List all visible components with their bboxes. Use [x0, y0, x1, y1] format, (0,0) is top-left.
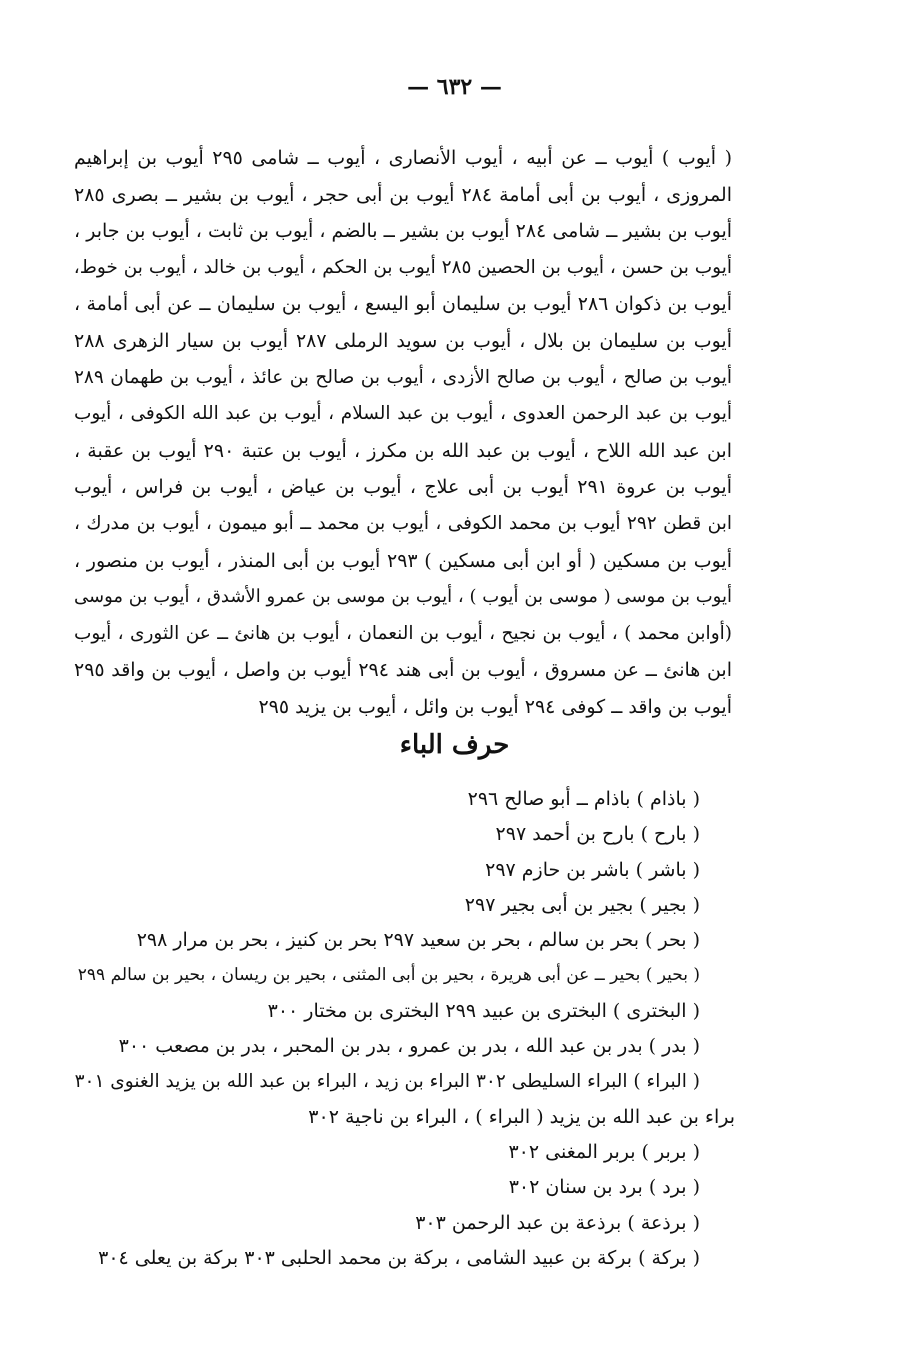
- list-item: ( بحير ) بحير ــ عن أبى هريرة ، بحير بن أبى المثنى ، بحير بن ريسان ، بحير بن سالم ٢٩٩: [77, 965, 700, 986]
- list-item: ( البخترى ) البخترى بن عبيد ٢٩٩ البخترى بن مختار ٣٠٠: [267, 999, 700, 1022]
- list-item: ( بحر ) بحر بن سالم ، بحر بن سعيد ٢٩٧ بحر بن كنيز ، بحر بن مرار ٢٩٨: [136, 929, 700, 952]
- paragraph-line: أيوب بن مسكين ( أو ابن أبى مسكين ) ٢٩٣ أيوب بن أبى المنذر ، أيوب بن منصور ،: [74, 549, 732, 572]
- paragraph-line: أيوب بن صالح ، أيوب بن صالح الأزدى ، أيوب بن صالح بن عائذ ، أيوب بن طهمان ٢٨٩: [74, 366, 732, 388]
- paragraph-line: أيوب بن واقد ــ كوفى ٢٩٤ أيوب بن وائل ، أيوب بن يزيد ٢٩٥: [258, 695, 732, 718]
- paragraph-line: أيوب بن ذكوان ٢٨٦ أيوب بن سليمان أبو اليسع ، أيوب بن سليمان ــ عن أبى أمامة ،: [74, 293, 732, 316]
- list-item: ( باذام ) باذام ــ أبو صالح ٢٩٦: [467, 788, 700, 810]
- paragraph-line: أيوب بن عروة ٢٩١ أيوب بن أبى علاج ، أيوب بن عياض ، أيوب بن فراس ، أيوب: [74, 476, 732, 499]
- paragraph-line: ( أيوب ) أيوب ــ عن أبيه ، أيوب الأنصارى ، أيوب ــ شامى ٢٩٥ أيوب بن إبراهيم: [74, 147, 732, 169]
- paragraph-line: ابن عبد الله اللاح ، أيوب بن عبد الله بن مكرز ، أيوب بن عتبة ٢٩٠ أيوب بن عقبة ،: [74, 439, 732, 462]
- ba-entries-list: [70, 782, 735, 1276]
- ayyub-paragraph: [74, 140, 732, 726]
- paragraph-line: أيوب بن موسى ( موسى بن أيوب ) ، أيوب بن موسى بن عمرو الأشدق ، أيوب بن موسى: [74, 586, 732, 608]
- section-heading: حرف الباء: [399, 730, 510, 760]
- list-item: ( برذعة ) برذعة بن عبد الرحمن ٣٠٣: [415, 1211, 700, 1234]
- list-item: ( البراء ) البراء السليطى ٣٠٢ البراء بن زيد ، البراء بن عبد الله بن يزيد الغنوى ٣٠١: [74, 1071, 700, 1093]
- list-item: ( بدر ) بدر بن عبد الله ، بدر بن عمرو ، بدر بن المحبر ، بدر بن مصعب ٣٠٠: [118, 1035, 700, 1058]
- paragraph-line: (أوابن محمد ) ، أيوب بن نجيح ، أيوب بن النعمان ، أيوب بن هانئ ــ عن الثورى ، أيوب: [74, 622, 732, 644]
- list-item: ( باشر ) باشر بن حازم ٢٩٧: [485, 858, 700, 881]
- list-item: ( بركة ) بركة بن عبيد الشامى ، بركة بن محمد الحلبى ٣٠٣ بركة بن يعلى ٣٠٤: [98, 1246, 700, 1269]
- paragraph-line: أيوب بن بشير ــ شامى ٢٨٤ أيوب بن بشير ــ بالضم ، أيوب بن ثابت ، أيوب بن جابر ،: [74, 220, 732, 243]
- paragraph-line: المروزى ، أيوب بن أبى أمامة ٢٨٤ أيوب بن أبى حجر ، أيوب بن بشير ــ بصرى ٢٨٥: [74, 183, 732, 206]
- paragraph-line: أيوب بن عبد الرحمن العدوى ، أيوب بن عبد السلام ، أيوب بن عبد الله الكوفى ، أيوب: [74, 403, 732, 425]
- list-item-continuation: براء بن عبد الله بن يزيد ( البراء ) ، البراء بن ناجية ٣٠٢: [308, 1105, 735, 1128]
- list-item: ( بجير ) بجير بن أبى بجير ٢٩٧: [464, 893, 700, 916]
- list-item: ( بربر ) بربر المغنى ٣٠٢: [508, 1140, 700, 1163]
- paragraph-line: ابن هانئ ــ عن مسروق ، أيوب بن أبى هند ٢٩٤ أيوب بن واصل ، أيوب بن واقد ٢٩٥: [74, 659, 732, 682]
- page-number: — ٦٣٢ —: [407, 74, 502, 100]
- list-item: ( برد ) برد بن سنان ٣٠٢: [508, 1176, 700, 1199]
- paragraph-line: ابن قطن ٢٩٢ أيوب بن محمد الكوفى ، أيوب بن محمد ــ أبو ميمون ، أيوب بن مدرك ،: [74, 512, 732, 534]
- list-item: ( بارح ) بارح بن أحمد ٢٩٧: [495, 823, 700, 846]
- paragraph-line: أيوب بن حسن ، أيوب بن الحصين ٢٨٥ أيوب بن الحكم ، أيوب بن خالد ، أيوب بن خوط،: [74, 256, 732, 278]
- paragraph-line: أيوب بن سليمان بن بلال ، أيوب بن سويد الرملى ٢٨٧ أيوب بن سيار الزهرى ٢٨٨: [74, 329, 732, 352]
